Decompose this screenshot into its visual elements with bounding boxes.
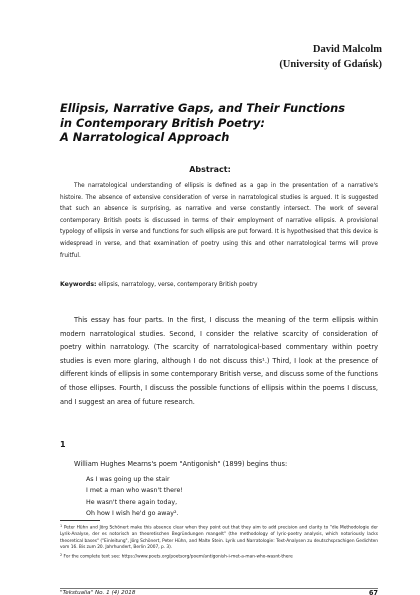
abstract-text: The narratological understanding of ellipsis is defined as a gap in the presentation of a narrative's histoire. The absence of extensive consideration of verse in narratological studies is argued. It is suggested that such an absence is surprising, as narrative and verse constantly intersect. The work of several contemporary British poets is discussed in terms of their employment of narrative ellipsis. A provisional typology of ellipsis in verse and functions for such ellipsis are put forward. It is hypothesised that this device is widespread in verse, and that examination of poetry using this and other narratological terms will prove fruitful. <box>60 183 378 259</box>
poem-line: I met a man who wasn't there! <box>86 487 183 495</box>
poem-line: He wasn't there again today, <box>86 498 178 506</box>
page-number: 67 <box>368 589 378 595</box>
poem-line: Oh how I wish he'd go away². <box>86 509 179 517</box>
title-line-2: in Contemporary British Poetry: <box>60 115 265 130</box>
footnote-text: Peter Hühn and Jörg Schönert make this absence clear when they point out that they aim to add precision and clarity to "die Methodologie der Lyrik-Analyse, der es notorisch an theoretischen Begründungen mangelt" (the methodology of lyric-poetry analysis, which notoriously lacks theoretical bases" ("Einleitung", Jörg Schönert, Peter Hühn, and Malte Stein. Lyrik und Narratologie: Text-Analysen zu deutschsprachigen Gedichten vom 16. Bis zum 20. Jahrhundert, Berlin 2007, p. 3). <box>60 525 378 551</box>
footnote-mark: 1 <box>60 524 63 528</box>
author-name: David Malcolm <box>312 44 382 55</box>
intro-text: This essay has four parts. In the first, I discuss the meaning of the term ellipsis within modern narratological studies. Second, I consider the relative scarcity of consideration of poetry within narratology. (The scarcity of narratological-based commentary within poetry studies is even more glaring, although I do not discuss this¹.) Third, I look at the presence of different kinds of ellipsis in some contemporary British verse, and discuss some of the functions of those ellipses. Fourth, I discuss the possible functions of ellipsis within the poems I discuss, and I suggest an area of future research. <box>60 316 378 406</box>
footnote-text: For the complete text see: https://www.poets.org/poetsorg/poem/antigonish-i-met-a-man-who-wasnt-there <box>63 554 293 560</box>
footer-divider <box>60 588 378 589</box>
intro-paragraph <box>60 314 378 409</box>
section-number: 1 <box>60 440 66 449</box>
section-lead: William Hughes Mearns's poem "Antigonish" (1899) begins thus: <box>74 460 288 468</box>
keywords-text: ellipsis, narratology, verse, contemporary British poetry <box>98 282 258 288</box>
journal-citation: "Tekstualia" No. 1 (4) 2018 <box>60 590 136 595</box>
keywords-line <box>60 279 378 291</box>
footnote <box>60 552 378 561</box>
title-line-3: A Narratological Approach <box>60 130 230 144</box>
footnotes <box>60 523 378 562</box>
abstract-heading: Abstract: <box>189 165 231 174</box>
author-affiliation: (University of Gdańsk) <box>279 59 382 70</box>
article-title <box>60 101 380 145</box>
title-line-1: Ellipsis, Narrative Gaps, and Their Functions <box>60 101 346 115</box>
poem-quote <box>86 474 183 519</box>
poem-line: As I was going up the stair <box>86 476 170 483</box>
abstract-body <box>60 181 378 262</box>
keywords-label: Keywords: <box>60 281 97 288</box>
footnote-divider <box>60 520 100 521</box>
footnote <box>60 523 378 552</box>
footnote-mark: 2 <box>60 553 63 558</box>
author-block <box>279 42 382 72</box>
